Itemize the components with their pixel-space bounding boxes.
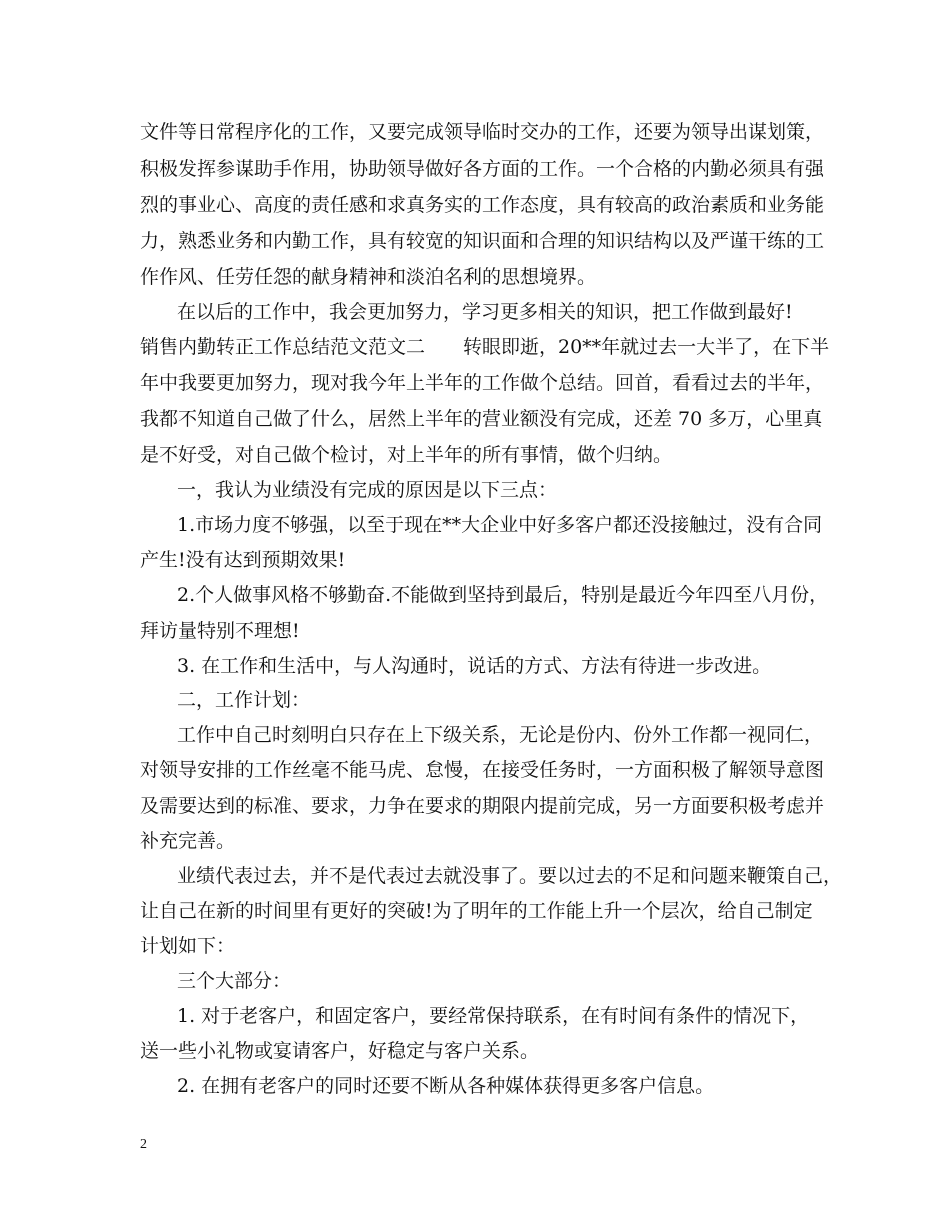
paragraph-line: 年中我要更加努力，现对我今年上半年的工作做个总结。回首，看看过去的半年， [140, 372, 825, 394]
list-item-line: 拜访量特别不理想! [140, 620, 300, 642]
paragraph-line: 对领导安排的工作丝毫不能马虎、怠慢，在接受任务时，一方面积极了解领导意图 [140, 759, 825, 781]
list-item-line: 2.个人做事风格不够勤奋.不能做到坚持到最后，特别是最近今年四至八月份， [177, 584, 829, 606]
page-number: 2 [140, 1137, 147, 1152]
list-item-line: 1. 对于老客户，和固定客户，要经常保持联系，在有时间有条件的情况下， [177, 1005, 810, 1027]
paragraph-line: 让自己在新的时间里有更好的突破!为了明年的工作能上升一个层次，给自己制定 [140, 900, 813, 922]
paragraph-line: 计划如下： [140, 935, 236, 957]
paragraph-line: 力，熟悉业务和内勤工作，具有较宽的知识面和合理的知识结构以及严谨干练的工 [140, 230, 825, 252]
paragraph-line: 业绩代表过去，并不是代表过去就没事了。要以过去的不足和问题来鞭策自己， [177, 865, 843, 887]
list-item-line: 2. 在拥有老客户的同时还要不断从各种媒体获得更多客户信息。 [177, 1075, 715, 1097]
paragraph-line: 工作中自己时刻明白只存在上下级关系，无论是份内、份外工作都一视同仁， [177, 724, 824, 746]
paragraph-line: 在以后的工作中，我会更加努力，学习更多相关的知识，把工作做到最好! [177, 301, 793, 323]
paragraph-line: 作作风、任劳任怨的献身精神和淡泊名利的思想境界。 [140, 266, 597, 288]
paragraph-line: 三个大部分： [177, 970, 292, 992]
list-item-line: 产生!没有达到预期效果! [140, 549, 346, 571]
paragraph-line: 二，工作计划： [177, 689, 311, 711]
paragraph-line: 烈的事业心、高度的责任感和求真务实的工作态度，具有较高的政治素质和业务能 [140, 194, 825, 216]
list-item-line: 送一些小礼物或宴请客户，好稳定与客户关系。 [140, 1040, 540, 1062]
paragraph-line: 积极发挥参谋助手作用，协助领导做好各方面的工作。一个合格的内勤必须具有强 [140, 158, 825, 180]
list-item-line: 1.市场力度不够强，以至于现在**大企业中好多客户都还没接触过，没有合同 [177, 514, 823, 536]
list-item-line: 3. 在工作和生活中，与人沟通时，说话的方式、方法有待进一步改进。 [177, 655, 772, 677]
paragraph-line: 我都不知道自己做了什么，居然上半年的营业额没有完成，还差 70 多万，心里真 [140, 408, 823, 430]
paragraph-line: 及需要达到的标准、要求，力争在要求的期限内提前完成，另一方面要积极考虑并 [140, 795, 825, 817]
paragraph-line: 文件等日常程序化的工作，又要完成领导临时交办的工作，还要为领导出谋划策， [140, 121, 825, 143]
paragraph-line: 一，我认为业绩没有完成的原因是以下三点： [177, 479, 558, 501]
paragraph-line: 补充完善。 [140, 830, 236, 852]
section-title-line: 销售内勤转正工作总结范文范文二 转眼即逝，20**年就过去一大半了，在下半 [140, 336, 830, 358]
paragraph-line: 是不好受，对自己做个检讨，对上半年的所有事情，做个归纳。 [140, 444, 673, 466]
